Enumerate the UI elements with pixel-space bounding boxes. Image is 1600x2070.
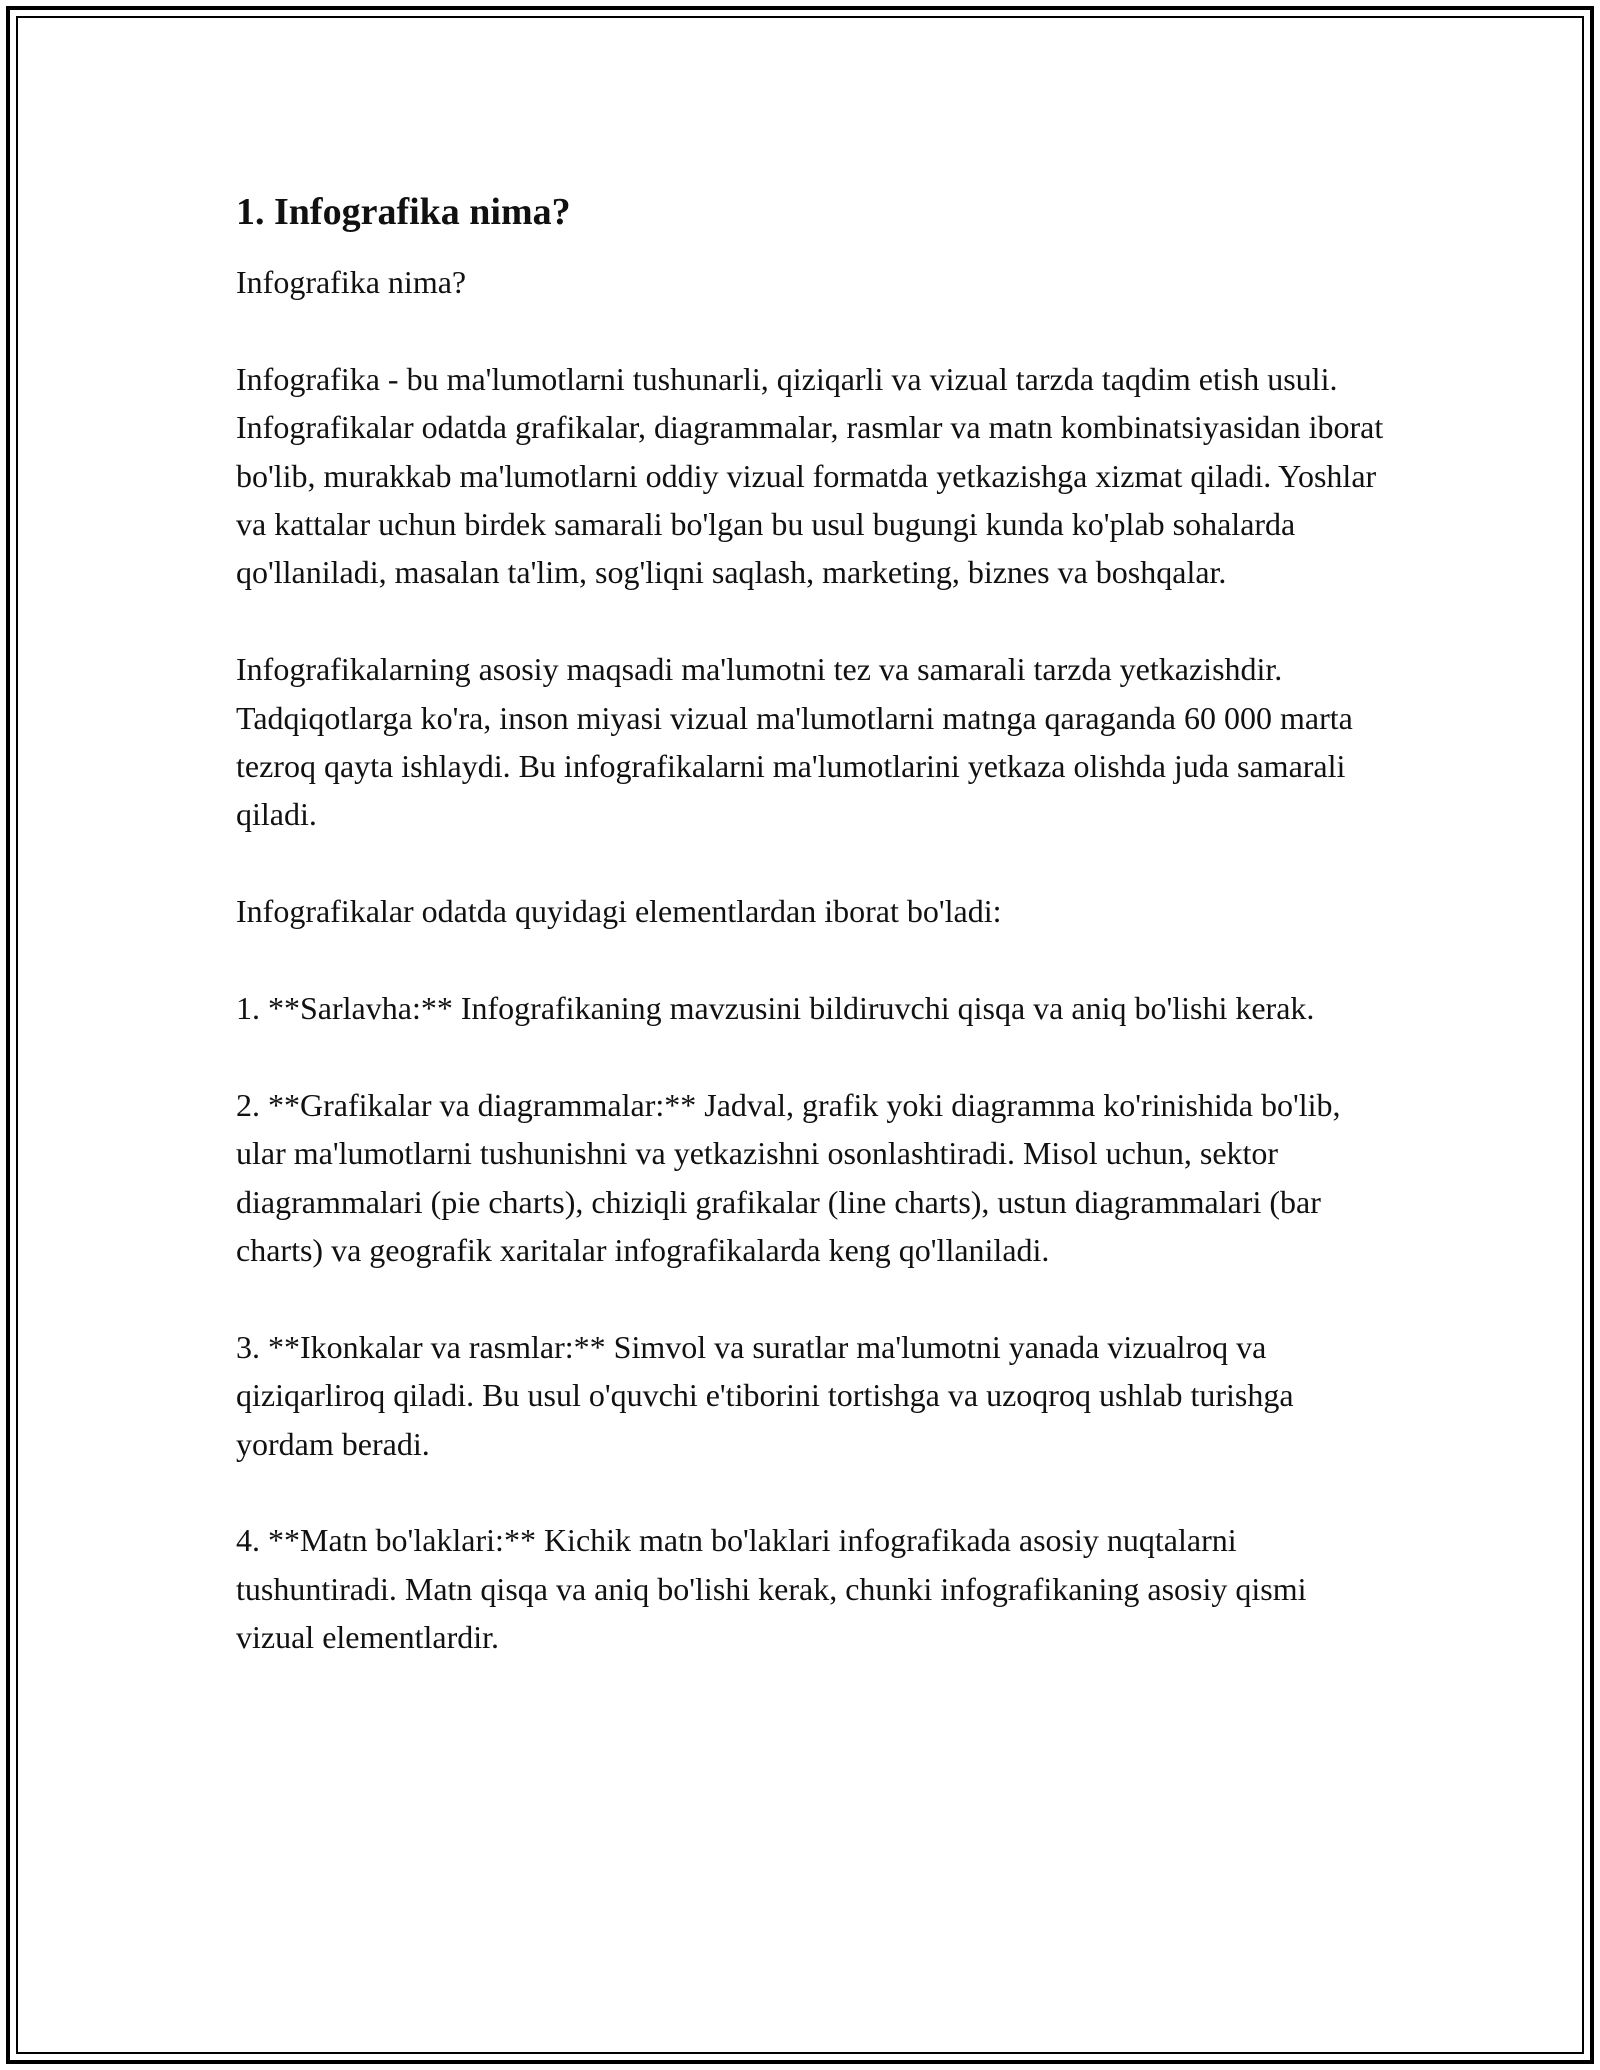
list-item-text-blocks: 4. **Matn bo'laklari:** Kichik matn bo'laklari infografikada asosiy nuqtalarni tushuntiradi. Matn qisqa va aniq bo'lishi kerak, chunki infografikaning asosiy qismi vizual elementlardir. [236, 1522, 1307, 1656]
section-heading: 1. Infografika nima? [236, 191, 571, 233]
list-item-charts: 2. **Grafikalar va diagrammalar:** Jadval, grafik yoki diagramma ko'rinishida bo'lib, ular ma'lumotlarni tushunishni va yetkazishni osonlashtiradi. Misol uchun, sektor diagrammalari (pie charts), chiziqli grafikalar (line charts), ustun diagrammalari (bar charts) va geografik xaritalar infografikalarda keng qo'llaniladi. [236, 1086, 1341, 1269]
subtitle-paragraph: Infografika nima? [236, 264, 467, 300]
purpose-paragraph: Infografikalarning asosiy maqsadi ma'lumotni tez va samarali tarzda yetkazishdir. Tadqiqotlarga ko'ra, inson miyasi vizual ma'lumotlarni matnga qaraganda 60 000 marta tezroq qayta ishlaydi. Bu infografikalarni ma'lumotlarini yetkaza olishda juda samarali qiladi. [236, 651, 1353, 833]
elements-intro-paragraph: Infografikalar odatda quyidagi elementlardan iborat bo'ladi: [236, 893, 1002, 930]
document-body [236, 188, 1386, 1662]
definition-paragraph: Infografika - bu ma'lumotlarni tushunarli, qiziqarli va vizual tarzda taqdim etish usuli. Infografikalar odatda grafikalar, diagrammalar, rasmlar va matn kombinatsiyasidan iborat bo'lib, murakkab ma'lumotlarni oddiy vizual formatda yetkazishga xizmat qiladi. Yoshlar va kattalar uchun birdek samarali bo'lgan bu usul bugungi kunda ko'plab sohalarda qo'llaniladi, masalan ta'lim, sog'liqni saqlash, marketing, biznes va boshqalar. [236, 360, 1384, 591]
list-item-icons: 3. **Ikonkalar va rasmlar:** Simvol va suratlar ma'lumotni yanada vizualroq va qiziqarliroq qiladi. Bu usul o'quvchi e'tiborini tortishga va uzoqroq ushlab turishga yordam beradi. [236, 1328, 1294, 1462]
list-item-title: 1. **Sarlavha:** Infografikaning mavzusini bildiruvchi qisqa va aniq bo'lishi kerak. [236, 990, 1315, 1027]
